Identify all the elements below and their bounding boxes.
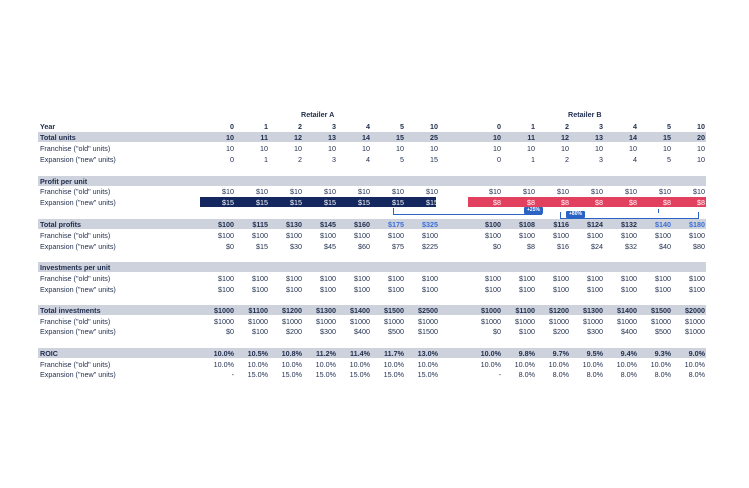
retailer-a-cell: $2500 bbox=[418, 306, 438, 315]
retailer-b-cell: 10.0% bbox=[480, 360, 501, 369]
retailer-a-cell: 10.5% bbox=[247, 349, 268, 358]
retailer-a-cell: $0 bbox=[226, 242, 234, 251]
retailer-b-cell: 20 bbox=[697, 133, 705, 142]
table-row bbox=[38, 154, 706, 164]
table-row bbox=[38, 305, 706, 315]
retailer-b-cell: 2 bbox=[565, 122, 569, 131]
retailer-a-cell: 3 bbox=[332, 155, 336, 164]
retailer-a-cell: 10 bbox=[226, 133, 234, 142]
retailer-b-cell: $1400 bbox=[617, 306, 637, 315]
retailer-a-cell: $10 bbox=[392, 187, 404, 196]
retailer-a-cell: $100 bbox=[252, 285, 268, 294]
retailer-a-cell: 11.2% bbox=[316, 349, 336, 358]
retailer-a-cell: 10.0% bbox=[281, 360, 302, 369]
retailer-b-cell: 9.4% bbox=[620, 349, 637, 358]
retailer-a-cell: 15.0% bbox=[349, 370, 370, 379]
retailer-a-cell: $1000 bbox=[384, 317, 404, 326]
retailer-a-cell: 10 bbox=[260, 144, 268, 153]
retailer-b-cell: 15 bbox=[663, 133, 671, 142]
retailer-a-cell: 15 bbox=[430, 155, 438, 164]
retailer-b-cell: $100 bbox=[621, 285, 637, 294]
table-row bbox=[38, 348, 706, 358]
retailer-a-cell: $10 bbox=[324, 187, 336, 196]
retailer-b-cell: $100 bbox=[519, 231, 535, 240]
retailer-a-cell: $1300 bbox=[316, 306, 336, 315]
retailer-a-cell: $10 bbox=[222, 187, 234, 196]
retailer-b-cell: $10 bbox=[523, 187, 535, 196]
retailer-b-cell: $100 bbox=[655, 285, 671, 294]
retailer-b-cell: $100 bbox=[519, 274, 535, 283]
retailer-a-cell: 10 bbox=[430, 144, 438, 153]
retailer-a-cell: 2 bbox=[298, 122, 302, 131]
retailer-a-cell: 13 bbox=[328, 133, 336, 142]
table-row bbox=[38, 273, 706, 283]
retailer-a-cell: 15.0% bbox=[383, 370, 404, 379]
retailer-b-cell: 11 bbox=[527, 133, 535, 142]
retailer-a-cell: $75 bbox=[392, 242, 404, 251]
retailer-b-cell: $100 bbox=[689, 274, 705, 283]
retailer-b-cell: 10.0% bbox=[480, 349, 501, 358]
retailer-a-cell: $1000 bbox=[282, 317, 302, 326]
retailer-b-cell: 14 bbox=[629, 133, 637, 142]
retailer-b-cell: $100 bbox=[485, 274, 501, 283]
retailer-b-cell: 1 bbox=[531, 122, 535, 131]
row-label: Expansion ("new" units) bbox=[40, 327, 116, 336]
retailer-b-cell: 10 bbox=[697, 144, 705, 153]
retailer-b-cell: $100 bbox=[519, 327, 535, 336]
retailer-a-cell: $175 bbox=[388, 220, 404, 229]
table-row bbox=[38, 262, 706, 272]
retailer-b-cell: $1100 bbox=[515, 306, 535, 315]
retailer-a-cell: 10.0% bbox=[213, 360, 234, 369]
retailer-a-cell: $200 bbox=[286, 327, 302, 336]
retailer-b-cell: $124 bbox=[587, 220, 603, 229]
retailer-a-cell: $1000 bbox=[316, 317, 336, 326]
retailer-b-cell: $180 bbox=[689, 220, 705, 229]
retailer-a-cell: $100 bbox=[354, 285, 370, 294]
retailer-a-cell: 10.0% bbox=[213, 349, 234, 358]
retailer-a-cell: 12 bbox=[294, 133, 302, 142]
retailer-a-cell: $100 bbox=[218, 231, 234, 240]
retailer-b-cell: 3 bbox=[599, 122, 603, 131]
retailer-a-cell: $100 bbox=[388, 231, 404, 240]
retailer-a-cell: $115 bbox=[252, 220, 268, 229]
retailer-b-cell: $108 bbox=[519, 220, 535, 229]
retailer-b-cell: $10 bbox=[591, 187, 603, 196]
retailer-a-cell: 1 bbox=[264, 122, 268, 131]
retailer-b-cell: 4 bbox=[633, 122, 637, 131]
row-label: Franchise ("old" units) bbox=[40, 360, 111, 369]
retailer-a-cell: 10.8% bbox=[281, 349, 302, 358]
retailer-a-cell: 0 bbox=[230, 122, 234, 131]
retailer-b-cell: $8 bbox=[527, 242, 535, 251]
retailer-b-cell: $1000 bbox=[685, 327, 705, 336]
table-row bbox=[38, 241, 706, 251]
retailer-b-cell: $100 bbox=[553, 231, 569, 240]
retailer-b-cell: $140 bbox=[655, 220, 671, 229]
retailer-a-cell: $100 bbox=[388, 274, 404, 283]
retailer-a-cell: 10 bbox=[362, 144, 370, 153]
retailer-b-cell: $10 bbox=[693, 187, 705, 196]
retailer-b-cell: 10.0% bbox=[616, 360, 637, 369]
retailer-b-cell: - bbox=[498, 370, 501, 379]
retailer-a-cell: 10.0% bbox=[383, 360, 404, 369]
retailer-b-cell: 10 bbox=[527, 144, 535, 153]
retailer-b-cell: $1000 bbox=[583, 317, 603, 326]
retailer-a-cell: 4 bbox=[366, 122, 370, 131]
row-label: Total profits bbox=[40, 220, 81, 229]
retailer-a-cell: $15 bbox=[256, 242, 268, 251]
retailer-a-cell: $100 bbox=[286, 274, 302, 283]
table-row bbox=[38, 121, 706, 131]
retailer-a-cell: $0 bbox=[226, 327, 234, 336]
retailer-a-cell: $60 bbox=[358, 242, 370, 251]
retailer-a-cell: 10.0% bbox=[349, 360, 370, 369]
retailer-a-cell: $100 bbox=[422, 285, 438, 294]
retailer-a-cell: $100 bbox=[286, 285, 302, 294]
retailer-b-cell: $100 bbox=[553, 285, 569, 294]
retailer-a-cell: 5 bbox=[400, 155, 404, 164]
retailer-b-cell: 10 bbox=[595, 144, 603, 153]
retailer-a-cell: $1200 bbox=[282, 306, 302, 315]
retailer-b-cell: 10.0% bbox=[684, 360, 705, 369]
retailer-b-cell: 8.0% bbox=[552, 370, 569, 379]
table-row bbox=[38, 219, 706, 229]
retailer-b-cell: 0 bbox=[497, 155, 501, 164]
retailer-a-cell: 10.0% bbox=[315, 360, 336, 369]
retailer-a-cell: $10 bbox=[358, 187, 370, 196]
retailer-b-cell: $200 bbox=[553, 327, 569, 336]
retailer-a-cell: $100 bbox=[422, 231, 438, 240]
table-row bbox=[38, 143, 706, 153]
retailer-a-cell: $1000 bbox=[214, 317, 234, 326]
retailer-b-cell: $300 bbox=[587, 327, 603, 336]
retailer-b-cell: 9.3% bbox=[654, 349, 671, 358]
retailer-b-cell: $100 bbox=[689, 285, 705, 294]
retailer-b-cell: $132 bbox=[621, 220, 637, 229]
retailer-b-cell: $10 bbox=[625, 187, 637, 196]
retailer-a-cell: 10 bbox=[328, 144, 336, 153]
retailer-b-cell: $8 bbox=[493, 198, 501, 207]
growth-bracket-a bbox=[393, 208, 542, 215]
row-label: Expansion ("new" units) bbox=[40, 370, 116, 379]
retailer-a-cell: 4 bbox=[366, 155, 370, 164]
retailer-a-cell: 15 bbox=[396, 133, 404, 142]
retailer-a-cell: $1000 bbox=[418, 317, 438, 326]
retailer-b-cell: 10 bbox=[629, 144, 637, 153]
retailer-b-cell: $1000 bbox=[617, 317, 637, 326]
retailer-a-cell: $15 bbox=[222, 198, 234, 207]
retailer-b-cell: $100 bbox=[485, 285, 501, 294]
retailer-a-cell: $400 bbox=[354, 327, 370, 336]
retailer-b-cell: 10.0% bbox=[548, 360, 569, 369]
table-row bbox=[38, 186, 706, 196]
retailer-a-cell: 10 bbox=[226, 144, 234, 153]
retailer-b-cell: $16 bbox=[557, 242, 569, 251]
retailer-a-cell: $500 bbox=[388, 327, 404, 336]
retailer-a-cell: $145 bbox=[320, 220, 336, 229]
retailer-b-cell: $1200 bbox=[549, 306, 569, 315]
table-row bbox=[38, 284, 706, 294]
retailer-b-cell: $100 bbox=[655, 231, 671, 240]
retailer-a-header: Retailer A bbox=[301, 110, 335, 119]
table-row bbox=[38, 369, 706, 379]
retailer-b-cell: 10 bbox=[663, 144, 671, 153]
retailer-a-cell: $100 bbox=[320, 231, 336, 240]
retailer-b-cell: $116 bbox=[553, 220, 569, 229]
retailer-b-cell: $10 bbox=[557, 187, 569, 196]
retailer-b-cell: $100 bbox=[621, 274, 637, 283]
retailer-b-cell: 4 bbox=[633, 155, 637, 164]
retailer-b-cell: $0 bbox=[493, 242, 501, 251]
row-label: Total units bbox=[40, 133, 76, 142]
retailer-a-cell: 10 bbox=[430, 122, 438, 131]
retailer-a-cell: 3 bbox=[332, 122, 336, 131]
retailer-a-cell: 13.0% bbox=[417, 349, 438, 358]
row-label: Total investments bbox=[40, 306, 101, 315]
retailer-a-cell: $100 bbox=[218, 285, 234, 294]
retailer-a-cell: $100 bbox=[422, 274, 438, 283]
retailer-a-cell: $300 bbox=[320, 327, 336, 336]
table-row bbox=[38, 176, 706, 186]
retailer-a-cell: $1500 bbox=[418, 327, 438, 336]
retailer-a-cell: $15 bbox=[290, 198, 302, 207]
retailer-b-cell: $1000 bbox=[685, 317, 705, 326]
retailer-a-cell: $15 bbox=[256, 198, 268, 207]
retailer-b-cell: 3 bbox=[599, 155, 603, 164]
retailer-a-cell: 10 bbox=[396, 144, 404, 153]
retailer-a-cell: $10 bbox=[256, 187, 268, 196]
retailer-a-cell: 15.0% bbox=[247, 370, 268, 379]
bracket-tick bbox=[658, 209, 659, 213]
row-label: Franchise ("old" units) bbox=[40, 274, 111, 283]
table-row bbox=[38, 316, 706, 326]
retailer-b-cell: $100 bbox=[553, 274, 569, 283]
retailer-b-cell: $1000 bbox=[481, 306, 501, 315]
row-label: Franchise ("old" units) bbox=[40, 144, 111, 153]
retailer-b-cell: 5 bbox=[667, 122, 671, 131]
retailer-a-cell: $100 bbox=[252, 327, 268, 336]
retailer-b-cell: $8 bbox=[561, 198, 569, 207]
retailer-a-cell: $10 bbox=[290, 187, 302, 196]
retailer-b-cell: $8 bbox=[697, 198, 705, 207]
retailer-a-cell: 15.0% bbox=[417, 370, 438, 379]
retailer-a-cell: $1000 bbox=[214, 306, 234, 315]
retailer-a-cell: 11.4% bbox=[350, 349, 370, 358]
retailer-b-cell: $100 bbox=[519, 285, 535, 294]
retailer-b-cell: 8.0% bbox=[688, 370, 705, 379]
retailer-b-cell: $500 bbox=[655, 327, 671, 336]
retailer-b-cell: $100 bbox=[485, 220, 501, 229]
table-row bbox=[38, 326, 706, 336]
retailer-b-cell: 8.0% bbox=[586, 370, 603, 379]
retailer-b-cell: 10 bbox=[493, 133, 501, 142]
retailer-a-cell: 11.7% bbox=[384, 349, 404, 358]
row-label: Expansion ("new" units) bbox=[40, 285, 116, 294]
retailer-b-cell: $1000 bbox=[515, 317, 535, 326]
table-row bbox=[38, 230, 706, 240]
retailer-b-cell: 10.0% bbox=[650, 360, 671, 369]
retailer-b-cell: $1000 bbox=[549, 317, 569, 326]
retailer-a-cell: $100 bbox=[286, 231, 302, 240]
retailer-b-cell: 10.0% bbox=[582, 360, 603, 369]
retailer-a-cell: $225 bbox=[422, 242, 438, 251]
retailer-a-cell: $1000 bbox=[350, 317, 370, 326]
retailer-a-cell: $15 bbox=[392, 198, 404, 207]
retailer-a-cell: 15.0% bbox=[315, 370, 336, 379]
retailer-b-cell: 10 bbox=[561, 144, 569, 153]
retailer-b-cell: 2 bbox=[565, 155, 569, 164]
retailer-b-cell: $40 bbox=[659, 242, 671, 251]
retailer-a-cell: 14 bbox=[362, 133, 370, 142]
retailer-a-cell: $1400 bbox=[350, 306, 370, 315]
retailer-b-cell: $10 bbox=[489, 187, 501, 196]
retailer-b-cell: 8.0% bbox=[518, 370, 535, 379]
retailer-b-cell: 8.0% bbox=[620, 370, 637, 379]
retailer-b-cell: $100 bbox=[689, 231, 705, 240]
retailer-b-cell: $100 bbox=[587, 231, 603, 240]
retailer-a-cell: $15 bbox=[358, 198, 370, 207]
retailer-a-cell: 10 bbox=[294, 144, 302, 153]
retailer-b-cell: 9.5% bbox=[586, 349, 603, 358]
retailer-a-cell: 2 bbox=[298, 155, 302, 164]
table-row bbox=[38, 197, 706, 207]
retailer-b-cell: $32 bbox=[625, 242, 637, 251]
retailer-a-cell: $100 bbox=[388, 285, 404, 294]
retailer-a-cell: $130 bbox=[286, 220, 302, 229]
retailer-b-cell: 13 bbox=[595, 133, 603, 142]
retailer-a-cell: $15 bbox=[324, 198, 336, 207]
retailer-a-cell: 25 bbox=[430, 133, 438, 142]
table-row bbox=[38, 132, 706, 142]
retailer-b-header: Retailer B bbox=[568, 110, 602, 119]
retailer-b-cell: $8 bbox=[629, 198, 637, 207]
row-label: Expansion ("new" units) bbox=[40, 242, 116, 251]
retailer-a-cell: $100 bbox=[252, 274, 268, 283]
retailer-b-cell: $100 bbox=[655, 274, 671, 283]
retailer-a-cell: $160 bbox=[354, 220, 370, 229]
retailer-b-cell: 1 bbox=[531, 155, 535, 164]
retailer-b-cell: $1300 bbox=[583, 306, 603, 315]
row-label: Expansion ("new" units) bbox=[40, 155, 116, 164]
retailer-b-cell: $8 bbox=[595, 198, 603, 207]
retailer-b-cell: 12 bbox=[561, 133, 569, 142]
retailer-a-cell: $15 bbox=[426, 198, 438, 207]
retailer-b-cell: 9.7% bbox=[552, 349, 569, 358]
retailer-a-cell: $45 bbox=[324, 242, 336, 251]
retailer-a-cell: $1000 bbox=[248, 317, 268, 326]
retailer-b-cell: 10 bbox=[697, 155, 705, 164]
retailer-a-cell: $10 bbox=[426, 187, 438, 196]
retailer-b-cell: $80 bbox=[693, 242, 705, 251]
growth-callout-a: +25% bbox=[524, 207, 543, 214]
retailer-a-cell: 10.0% bbox=[417, 360, 438, 369]
row-label: Expansion ("new" units) bbox=[40, 198, 116, 207]
row-label: Franchise ("old" units) bbox=[40, 187, 111, 196]
growth-callout-b: +80% bbox=[566, 211, 585, 218]
row-label: Investments per unit bbox=[40, 263, 111, 272]
retailer-b-cell: $100 bbox=[587, 285, 603, 294]
row-label: Profit per unit bbox=[40, 177, 88, 186]
retailer-b-cell: $24 bbox=[591, 242, 603, 251]
retailer-b-cell: 9.8% bbox=[518, 349, 535, 358]
table-row bbox=[38, 359, 706, 369]
retailer-a-cell: 0 bbox=[230, 155, 234, 164]
retailer-a-cell: $1500 bbox=[384, 306, 404, 315]
retailer-a-cell: $100 bbox=[218, 274, 234, 283]
retailer-b-cell: 5 bbox=[667, 155, 671, 164]
retailer-b-cell: $1000 bbox=[651, 317, 671, 326]
retailer-a-cell: 15.0% bbox=[281, 370, 302, 379]
row-label: Year bbox=[40, 122, 56, 131]
retailer-b-cell: 10 bbox=[493, 144, 501, 153]
row-label: Franchise ("old" units) bbox=[40, 317, 111, 326]
retailer-b-cell: $400 bbox=[621, 327, 637, 336]
retailer-a-cell: - bbox=[231, 370, 234, 379]
retailer-a-cell: $325 bbox=[422, 220, 438, 229]
retailer-a-cell: $100 bbox=[320, 285, 336, 294]
retailer-a-cell: $100 bbox=[320, 274, 336, 283]
row-label: Franchise ("old" units) bbox=[40, 231, 111, 240]
retailer-b-cell: $8 bbox=[527, 198, 535, 207]
retailer-a-cell: $30 bbox=[290, 242, 302, 251]
retailer-a-cell: $100 bbox=[252, 231, 268, 240]
retailer-a-cell: 5 bbox=[400, 122, 404, 131]
retailer-a-cell: 10.0% bbox=[247, 360, 268, 369]
retailer-a-cell: $1100 bbox=[248, 306, 268, 315]
retailer-b-cell: 10 bbox=[697, 122, 705, 131]
retailer-b-cell: 10.0% bbox=[514, 360, 535, 369]
retailer-b-cell: $10 bbox=[659, 187, 671, 196]
retailer-b-cell: $0 bbox=[493, 327, 501, 336]
retailer-a-cell: 1 bbox=[264, 155, 268, 164]
retailer-b-cell: $100 bbox=[485, 231, 501, 240]
retailer-a-cell: $100 bbox=[218, 220, 234, 229]
retailer-b-cell: $8 bbox=[663, 198, 671, 207]
retailer-b-cell: 8.0% bbox=[654, 370, 671, 379]
retailer-b-cell: $2000 bbox=[685, 306, 705, 315]
retailer-b-cell: $1000 bbox=[481, 317, 501, 326]
retailer-b-cell: $1500 bbox=[651, 306, 671, 315]
row-label: ROIC bbox=[40, 349, 58, 358]
retailer-a-cell: 11 bbox=[260, 133, 268, 142]
retailer-b-cell: 9.0% bbox=[688, 349, 705, 358]
retailer-a-cell: $100 bbox=[354, 274, 370, 283]
retailer-b-cell: $100 bbox=[621, 231, 637, 240]
retailer-b-cell: 0 bbox=[497, 122, 501, 131]
retailer-a-cell: $100 bbox=[354, 231, 370, 240]
retailer-b-cell: $100 bbox=[587, 274, 603, 283]
